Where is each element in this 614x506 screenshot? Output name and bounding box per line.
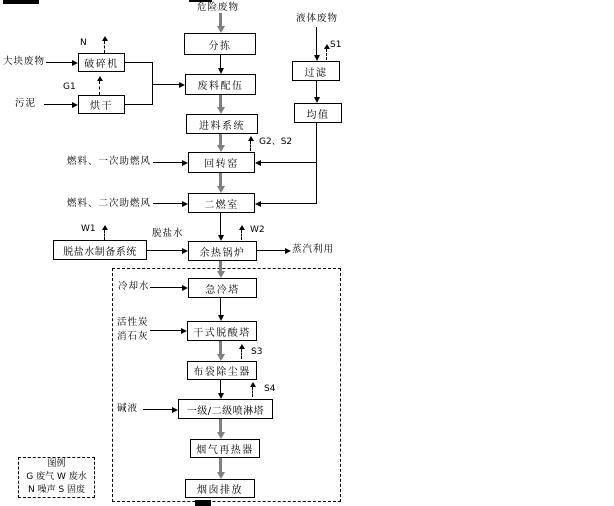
emission-tag-g1: G1 — [63, 82, 76, 92]
fuel-primary-air-label: 燃料、一次助燃风 — [67, 156, 152, 167]
node-flue-gas-reheater: 烟气再热器 — [190, 439, 260, 458]
flow-cooling-to-quench — [150, 287, 182, 288]
emission-tag-w2: W2 — [250, 225, 265, 235]
flow-alkali-to-spray — [143, 409, 172, 410]
emission-arrow-n — [104, 41, 105, 53]
line-dryer-out — [125, 104, 152, 105]
flow-fuel1-to-kiln — [153, 162, 182, 163]
node-filter: 过滤 — [292, 61, 340, 81]
node-quench-tower: 急冷塔 — [188, 278, 257, 298]
node-equalization: 均值 — [294, 103, 342, 123]
emission-tag-s3: S3 — [251, 347, 263, 357]
bulk-waste-label: 大块废物 — [3, 56, 46, 67]
flue-gas-treatment-boundary — [112, 268, 341, 502]
flow-feeding-to-kiln — [219, 134, 222, 146]
flow-fuel2-to-chamber — [153, 203, 182, 204]
flow-boiler-to-quench — [219, 261, 222, 272]
node-demin-water-system: 脱盐水制备系统 — [53, 240, 147, 260]
flow-sorting-to-blending — [220, 55, 221, 68]
emission-tag-s1: S1 — [330, 40, 342, 50]
emission-tag-g2-s2: G2、S2 — [259, 137, 293, 147]
node-bag-filter: 布袋除尘器 — [187, 361, 257, 380]
fuel-secondary-air-label: 燃料、二次助燃风 — [67, 198, 152, 209]
emission-arrow-g1 — [99, 81, 100, 95]
node-stack-emission: 烟囱排放 — [185, 479, 255, 498]
slaked-lime-label: 消石灰 — [117, 331, 149, 342]
emission-tag-s4: S4 — [264, 384, 276, 394]
emission-arrow-w2 — [241, 230, 242, 240]
node-crusher: 破碎机 — [78, 53, 125, 72]
flow-liquid-to-chamber — [261, 203, 317, 204]
legend — [18, 457, 95, 498]
scan-mark-top-left — [3, 0, 39, 4]
flow-deacid-to-bagfilter — [219, 341, 222, 355]
node-dry-deacid-tower: 干式脱酸塔 — [187, 321, 257, 341]
flow-liquid-to-kiln — [261, 162, 317, 163]
sludge-label: 污泥 — [15, 98, 37, 109]
flow-carbon-lime-to-deacid — [150, 330, 181, 331]
flow-bagfilter-to-spray — [220, 380, 221, 393]
emission-arrow-s1 — [326, 49, 327, 60]
node-spray-tower: 一级/二级喷淋塔 — [178, 399, 273, 419]
legend-title: 图例 — [47, 459, 66, 469]
emission-arrow-s3 — [241, 349, 242, 359]
flow-chamber-to-boiler — [220, 213, 221, 235]
flow-liquid-to-filter — [316, 27, 317, 55]
flow-deminsys-to-boiler — [147, 250, 182, 251]
flow-reheater-to-stack — [219, 458, 222, 473]
flow-quench-to-deacid — [220, 298, 221, 315]
node-feeding-system: 进料系统 — [186, 114, 258, 134]
node-waste-heat-boiler: 余热锅炉 — [188, 241, 257, 261]
flow-pretreat-to-blending — [152, 84, 179, 85]
flow-kiln-to-chamber — [219, 173, 222, 187]
node-secondary-chamber: 二燃室 — [188, 193, 255, 213]
emission-tag-w1: W1 — [81, 224, 96, 234]
line-crusher-out — [125, 62, 152, 63]
legend-row-noise-solid: N 噪声 S 固废 — [27, 485, 86, 495]
flow-blending-to-feeding — [219, 95, 222, 108]
emission-arrow-s4 — [252, 387, 253, 397]
emission-tag-n: N — [80, 38, 87, 48]
node-sorting: 分拣 — [184, 33, 256, 55]
legend-row-gas-water: G 废气 W 废水 — [26, 472, 87, 482]
flow-spray-to-reheater — [219, 419, 222, 433]
emission-arrow-w1 — [104, 230, 105, 240]
flow-hazardous-to-sorting — [219, 13, 222, 27]
node-dryer: 烘干 — [78, 95, 125, 114]
flow-boiler-to-steam — [257, 250, 285, 251]
flow-filter-to-equalization — [316, 81, 317, 97]
line-equalization-down — [316, 123, 317, 204]
flow-sludge-to-dryer — [44, 104, 72, 105]
alkali-liquor-label: 碱液 — [117, 403, 139, 414]
steam-use-label: 蒸汽利用 — [292, 244, 335, 255]
liquid-waste-label: 液体废物 — [296, 13, 339, 24]
emission-arrow-g2-s2 — [250, 141, 251, 151]
node-waste-blending: 废料配伍 — [185, 74, 256, 95]
hazardous-waste-label: 危险废物 — [197, 2, 240, 13]
demin-water-label: 脱盐水 — [152, 228, 184, 239]
node-rotary-kiln: 回转窑 — [188, 152, 255, 173]
cooling-water-label: 冷却水 — [118, 281, 150, 292]
flow-bulk-to-crusher — [46, 62, 72, 63]
activated-carbon-label: 活性炭 — [117, 317, 149, 328]
